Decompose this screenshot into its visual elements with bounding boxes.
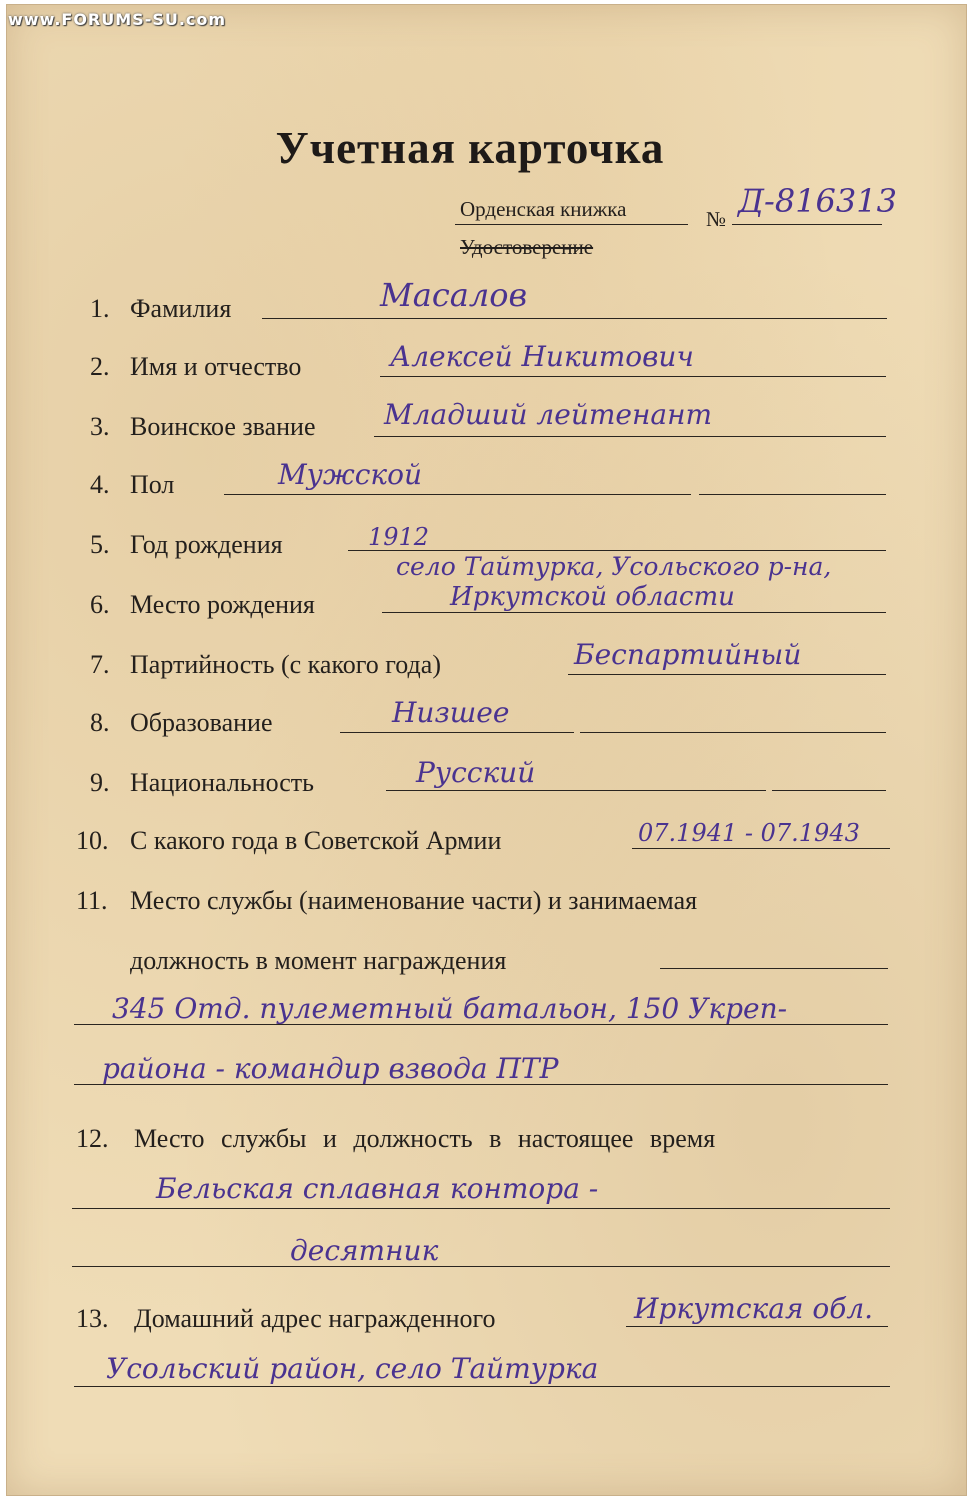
field-13-number: 13. — [76, 1304, 109, 1333]
order-book-number: Д-816313 — [738, 182, 897, 220]
field-11-value-line1: 345 Отд. пулеметный батальон, 150 Укреп- — [112, 992, 788, 1025]
field-4-label: Пол — [130, 470, 175, 499]
certificate-label-struck: Удостоверение — [460, 235, 594, 259]
field-9-label: Национальность — [130, 768, 314, 797]
field-13-value-line1: Иркутская обл. — [634, 1292, 874, 1325]
field-6-value-line2: Иркутской области — [450, 582, 735, 612]
field-1-number: 1. — [90, 294, 110, 323]
field-13-value-line2: Усольский район, село Тайтурка — [106, 1352, 599, 1385]
field-5-label: Год рождения — [130, 530, 283, 559]
card-title: Учетная карточка — [275, 123, 665, 173]
field-8-line — [340, 732, 574, 733]
field-1-value: Масалов — [380, 276, 528, 314]
field-8-label: Образование — [130, 708, 273, 737]
field-10-number: 10. — [76, 826, 109, 855]
field-4-number: 4. — [90, 470, 110, 499]
watermark: www.FORUMS-SU.com — [8, 10, 227, 29]
field-9-line-extra — [772, 790, 886, 791]
field-7-line — [568, 674, 886, 675]
field-11-label-line — [660, 968, 888, 969]
field-7-number: 7. — [90, 650, 110, 679]
field-9-value: Русский — [416, 756, 536, 789]
field-13-label: Домашний адрес награжденного — [134, 1304, 496, 1333]
order-book-underline — [455, 224, 688, 225]
field-2-line — [380, 376, 886, 377]
order-book-label: Орденская книжка — [460, 197, 627, 221]
field-12-line-1 — [72, 1208, 890, 1209]
field-3-number: 3. — [90, 412, 110, 441]
number-underline — [732, 224, 882, 225]
field-3-line — [374, 436, 886, 437]
field-2-label: Имя и отчество — [130, 352, 302, 381]
field-12-label: Место службы и должность в настоящее время — [134, 1124, 716, 1153]
field-4-line-extra — [699, 494, 886, 495]
field-13-label-line — [626, 1326, 888, 1327]
field-11-number: 11. — [76, 886, 108, 915]
field-6-line — [382, 612, 886, 613]
field-8-line-extra — [580, 732, 886, 733]
field-10-label: С какого года в Советской Армии — [130, 826, 502, 855]
field-4-value: Мужской — [278, 458, 423, 491]
field-5-number: 5. — [90, 530, 110, 559]
field-11-line-1 — [74, 1024, 888, 1025]
field-12-value-line1: Бельская сплавная контора - — [156, 1172, 599, 1205]
field-3-label: Воинское звание — [130, 412, 316, 441]
field-8-value: Низшее — [392, 696, 510, 729]
field-12-number: 12. — [76, 1124, 109, 1153]
field-11-line-2 — [74, 1084, 888, 1085]
field-6-value-line1: село Тайтурка, Усольского р-на, — [396, 552, 832, 581]
field-13-line — [74, 1386, 890, 1387]
field-2-value: Алексей Никитович — [390, 340, 694, 373]
field-10-value: 07.1941 - 07.1943 — [638, 819, 860, 847]
field-6-number: 6. — [90, 590, 110, 619]
field-9-number: 9. — [90, 768, 110, 797]
field-7-label: Партийность (с какого года) — [130, 650, 441, 679]
field-11-label-line2: должность в момент награждения — [130, 946, 507, 975]
field-5-value: 1912 — [368, 523, 430, 551]
record-card — [6, 4, 967, 1496]
field-11-value-line2: района - командир взвода ПТР — [102, 1052, 559, 1085]
field-1-line — [262, 318, 887, 319]
field-2-number: 2. — [90, 352, 110, 381]
field-12-value-line2: десятник — [290, 1234, 439, 1267]
field-6-label: Место рождения — [130, 590, 315, 619]
field-9-line — [386, 790, 766, 791]
number-sign: № — [706, 207, 727, 231]
field-1-label: Фамилия — [130, 294, 232, 323]
field-3-value: Младший лейтенант — [384, 398, 713, 431]
field-4-line — [224, 494, 691, 495]
field-10-line — [632, 848, 890, 849]
field-7-value: Беспартийный — [574, 638, 802, 671]
field-12-line-2 — [72, 1266, 890, 1267]
field-11-label-line1: Место службы (наименование части) и занимаемая — [130, 886, 698, 915]
field-8-number: 8. — [90, 708, 110, 737]
